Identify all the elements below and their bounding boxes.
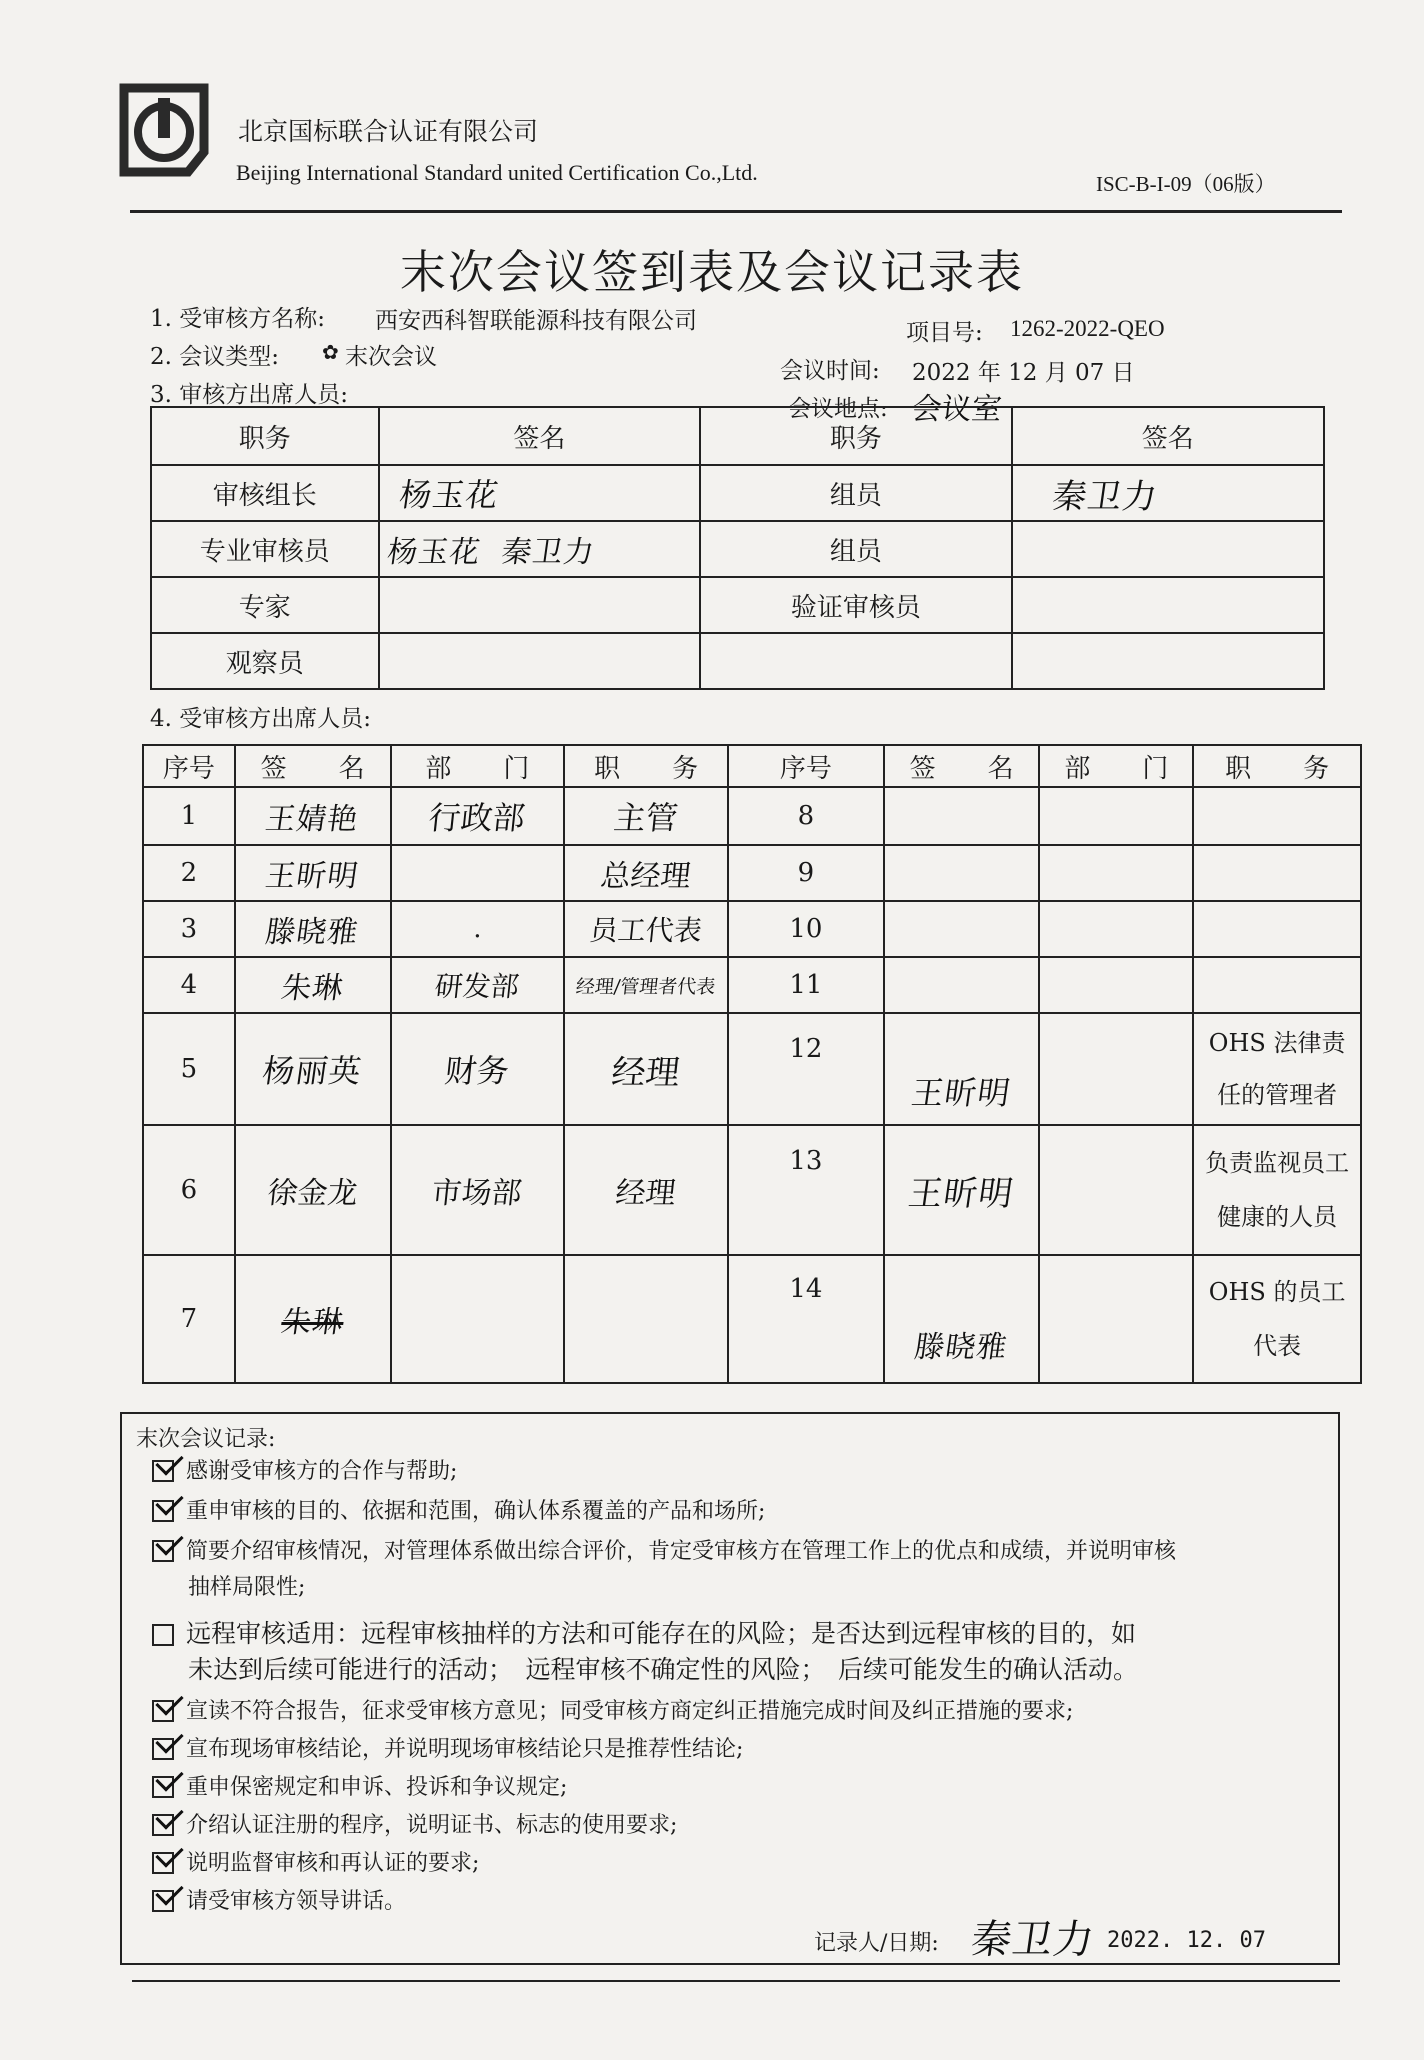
record-item-continuation: 未达到后续可能进行的活动； 远程审核不确定性的风险； 后续可能发生的确认活动。	[188, 1655, 1139, 1684]
row-number: 12	[728, 1013, 884, 1125]
signature: 杨玉花	[396, 476, 501, 514]
meeting-record-box	[120, 1412, 1340, 1965]
record-item	[152, 1846, 479, 1877]
table-row	[143, 1255, 1361, 1383]
position	[1193, 787, 1361, 845]
auditor-attendance-table	[150, 406, 1325, 690]
table-row	[151, 633, 1324, 689]
signature	[1012, 521, 1324, 577]
recorder-signature: 秦卫力	[968, 1917, 1098, 1963]
department	[391, 1255, 565, 1383]
role-cell: 验证审核员	[700, 577, 1011, 633]
signature	[379, 633, 701, 689]
department	[1039, 957, 1193, 1013]
table-row	[143, 957, 1361, 1013]
signature: 滕晓雅	[263, 915, 362, 950]
signature	[884, 845, 1040, 901]
signature	[884, 901, 1040, 957]
company-logo	[118, 82, 210, 178]
checkbox[interactable]	[152, 1460, 174, 1482]
auditee-attendees-label: 4. 受审核方出席人员:	[150, 706, 372, 732]
position: OHS 的员工代表	[1193, 1255, 1361, 1383]
table-header: 职务	[151, 407, 379, 465]
table-row	[151, 465, 1324, 521]
role-cell	[700, 633, 1011, 689]
role-cell: 专业审核员	[151, 521, 379, 577]
checkbox[interactable]	[152, 1738, 174, 1760]
checkbox[interactable]	[152, 1852, 174, 1874]
signature	[1012, 577, 1324, 633]
checkbox[interactable]	[152, 1540, 174, 1562]
department	[1039, 787, 1193, 845]
checkbox[interactable]	[152, 1624, 174, 1646]
table-row	[143, 787, 1361, 845]
row-number: 3	[143, 901, 235, 957]
footer-rule	[132, 1980, 1340, 1982]
table-header: 签名	[379, 407, 701, 465]
position	[564, 1255, 728, 1383]
signature: 朱琳	[278, 971, 346, 1006]
signature: 王昕明	[263, 859, 362, 894]
record-item	[152, 1732, 743, 1763]
auditee-attendance-table	[142, 744, 1362, 1384]
meeting-type-marker: ✿	[322, 340, 339, 364]
department: 研发部	[433, 970, 521, 1003]
table-row	[151, 521, 1324, 577]
position	[1193, 957, 1361, 1013]
role-cell: 审核组长	[151, 465, 379, 521]
department	[1039, 901, 1193, 957]
position: 经理	[609, 1052, 682, 1093]
signature: 王婧艳	[263, 802, 362, 837]
document-code: ISC-B-I-09（06版）	[1096, 172, 1276, 196]
table-row	[151, 577, 1324, 633]
row-number: 4	[143, 957, 235, 1013]
signature: 王昕明	[905, 1173, 1017, 1214]
record-item	[152, 1614, 1136, 1650]
project-number-label: 项目号:	[906, 320, 983, 346]
row-number: 9	[728, 845, 884, 901]
row-number: 8	[728, 787, 884, 845]
company-name-cn: 北京国标联合认证有限公司	[238, 117, 539, 146]
signature	[1012, 633, 1324, 689]
role-cell: 专家	[151, 577, 379, 633]
record-item-text: 重申保密规定和申诉、投诉和争议规定;	[186, 1775, 568, 1800]
record-item	[152, 1534, 1176, 1565]
record-item-text: 远程审核适用：远程审核抽样的方法和可能存在的风险；是否达到远程审核的目的，如	[186, 1619, 1137, 1648]
position: 总经理	[598, 859, 693, 894]
record-item-text: 感谢受审核方的合作与帮助;	[186, 1459, 458, 1484]
role-cell: 观察员	[151, 633, 379, 689]
meeting-time-value: 2022 年 12 月 07 日	[912, 360, 1135, 386]
record-heading: 末次会议记录:	[136, 1427, 276, 1452]
department: 财务	[443, 1052, 512, 1090]
position: 经理	[613, 1176, 678, 1211]
row-number: 1	[143, 787, 235, 845]
auditor-attendees-label: 3. 审核方出席人员:	[150, 382, 349, 408]
project-number-value: 1262-2022-QEO	[1010, 316, 1165, 341]
table-header: 部 门	[1039, 745, 1193, 787]
recorder-label: 记录人/日期:	[814, 1931, 939, 1956]
meeting-type-label: 2. 会议类型:	[150, 344, 280, 370]
role-cell: 组员	[700, 521, 1011, 577]
checkbox[interactable]	[152, 1776, 174, 1798]
department: 市场部	[430, 1176, 524, 1211]
position: 经理/管理者代表	[575, 976, 717, 998]
record-item-text: 宣读不符合报告，征求受审核方意见；同受审核方商定纠正措施完成时间及纠正措施的要求;	[186, 1699, 1074, 1724]
table-row	[143, 1125, 1361, 1255]
department	[1039, 1013, 1193, 1125]
signature: 杨丽英	[260, 1052, 365, 1090]
meeting-place-label: 会议地点:	[788, 396, 888, 422]
checkbox[interactable]	[152, 1890, 174, 1912]
header-rule	[130, 210, 1342, 213]
table-header: 职 务	[1193, 745, 1361, 787]
signature	[379, 577, 701, 633]
meeting-place-value: 会议室	[909, 392, 1004, 427]
record-item	[152, 1454, 457, 1485]
position: 负责监视员工健康的人员	[1193, 1125, 1361, 1255]
record-item-text: 简要介绍审核情况，对管理体系做出综合评价，肯定受审核方在管理工作上的优点和成绩，并说明审核	[186, 1539, 1177, 1564]
department: .	[391, 901, 565, 957]
row-number: 14	[728, 1255, 884, 1383]
row-number: 10	[728, 901, 884, 957]
role-cell: 组员	[700, 465, 1011, 521]
row-number: 11	[728, 957, 884, 1013]
signature: 王昕明	[909, 1074, 1014, 1112]
signature: 滕晓雅	[912, 1330, 1011, 1365]
position	[1193, 845, 1361, 901]
table-header: 签名	[1012, 407, 1324, 465]
signature	[884, 787, 1040, 845]
record-item	[152, 1494, 765, 1525]
table-header: 序号	[143, 745, 235, 787]
record-item	[152, 1884, 406, 1915]
record-item-text: 宣布现场审核结论，并说明现场审核结论只是推荐性结论;	[186, 1737, 744, 1762]
record-item	[152, 1694, 1073, 1725]
auditee-name-value: 西安西科智联能源科技有限公司	[375, 308, 697, 334]
table-header: 职 务	[564, 745, 728, 787]
table-row	[143, 1013, 1361, 1125]
record-item-text: 重申审核的目的、依据和范围，确认体系覆盖的产品和场所;	[186, 1499, 766, 1524]
department	[391, 845, 565, 901]
record-item-text: 介绍认证注册的程序，说明证书、标志的使用要求;	[186, 1813, 678, 1838]
meeting-time-label: 会议时间:	[780, 358, 880, 384]
record-item	[152, 1770, 567, 1801]
row-number: 5	[143, 1013, 235, 1125]
table-header: 职务	[700, 407, 1011, 465]
signature	[884, 957, 1040, 1013]
table-header: 签 名	[235, 745, 391, 787]
position	[1193, 901, 1361, 957]
checkbox[interactable]	[152, 1814, 174, 1836]
table-header: 签 名	[884, 745, 1040, 787]
page-title: 末次会议签到表及会议记录表	[400, 245, 1024, 299]
position: OHS 法律责任的管理者	[1193, 1013, 1361, 1125]
company-name-en: Beijing International Standard united Certification Co.,Ltd.	[236, 160, 758, 185]
position: 主管	[611, 799, 680, 837]
department	[1039, 1125, 1193, 1255]
table-row	[143, 845, 1361, 901]
table-header: 序号	[728, 745, 884, 787]
position: 员工代表	[588, 914, 704, 947]
table-header: 部 门	[391, 745, 565, 787]
record-item-continuation: 抽样局限性;	[188, 1575, 306, 1600]
table-row	[143, 901, 1361, 957]
auditee-name-label: 1. 受审核方名称:	[150, 306, 326, 332]
department: 行政部	[427, 799, 528, 837]
row-number: 7	[143, 1255, 235, 1383]
record-item-text: 请受审核方领导讲话。	[186, 1889, 407, 1914]
meeting-type-value: 末次会议	[345, 344, 437, 370]
signature: 徐金龙	[265, 1176, 360, 1211]
signature: 杨玉花 秦卫力	[384, 535, 597, 570]
record-item	[152, 1808, 677, 1839]
department	[1039, 1255, 1193, 1383]
row-number: 2	[143, 845, 235, 901]
department	[1039, 845, 1193, 901]
checkbox[interactable]	[152, 1500, 174, 1522]
recorder-date: 2022. 12. 07	[1107, 1928, 1266, 1953]
checkbox[interactable]	[152, 1700, 174, 1722]
signature: 秦卫力	[1049, 476, 1160, 517]
signature: 朱琳	[278, 1305, 346, 1340]
row-number: 6	[143, 1125, 235, 1255]
record-item-text: 说明监督审核和再认证的要求;	[186, 1851, 480, 1876]
row-number: 13	[728, 1125, 884, 1255]
